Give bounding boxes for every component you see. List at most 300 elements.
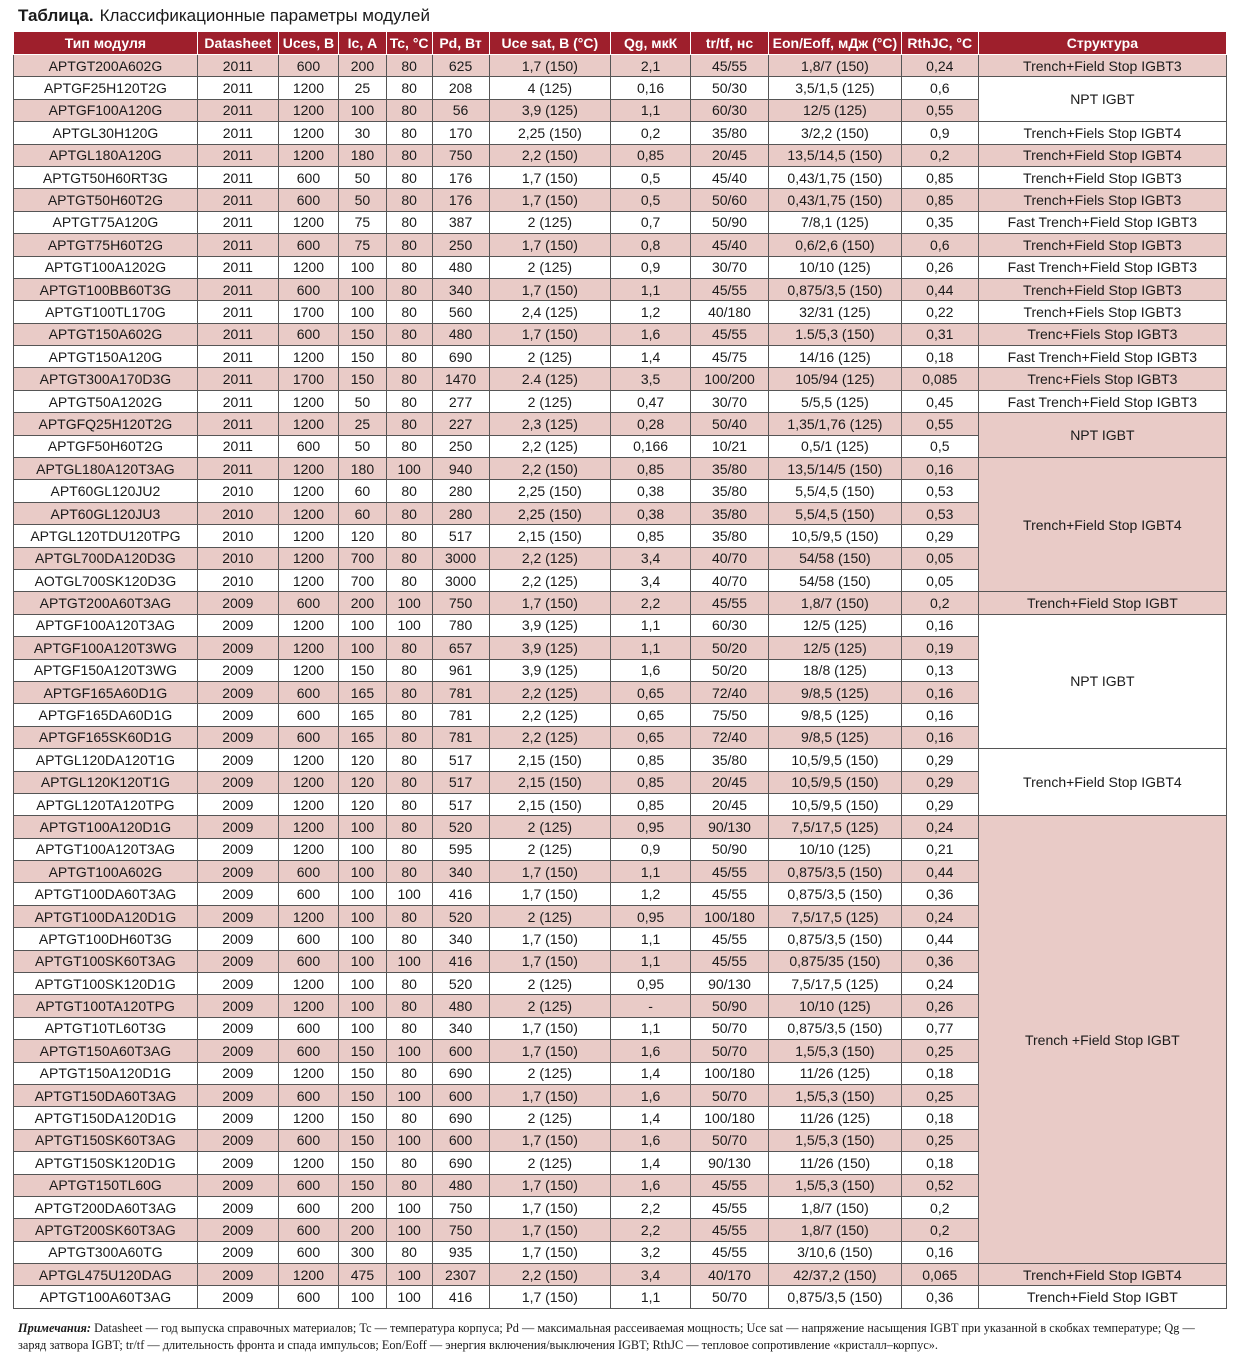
table-cell: 1,6 [611,659,691,681]
table-row [14,301,1227,323]
table-cell: 120 [339,771,387,793]
table-cell: 3,2 [611,1241,691,1263]
table-cell: 120 [339,793,387,815]
table-cell: 50/90 [691,995,769,1017]
table-cell: 750 [432,144,489,166]
structure-cell: Trench+Field Stop IGBT3 [978,234,1226,256]
table-cell: 100 [386,1219,432,1241]
table-cell: APTGT200SK60T3AG [14,1219,198,1241]
column-header: Eon/Eoff, мДж (°C) [768,32,901,55]
structure-cell: Fast Trench+Field Stop IGBT3 [978,346,1226,368]
table-cell: 250 [432,435,489,457]
table-cell: 75 [339,234,387,256]
table-cell: 1200 [278,1152,338,1174]
table-cell: 1,8/7 (150) [768,1219,901,1241]
table-cell: 2009 [197,1241,278,1263]
table-cell: 1,1 [611,1017,691,1039]
table-cell: APTGT150A120D1G [14,1062,198,1084]
table-cell: 2,2 (125) [489,547,611,569]
table-cell: 45/40 [691,166,769,188]
table-cell: 0,47 [611,390,691,412]
table-cell: 50/90 [691,211,769,233]
table-cell: APTGL120DA120T1G [14,749,198,771]
table-cell: 2,2 (150) [489,458,611,480]
table-cell: 1,7 (150) [489,861,611,883]
table-cell: 2011 [197,166,278,188]
table-cell: 80 [386,861,432,883]
table-cell: APTGFQ25H120T2G [14,413,198,435]
table-cell: 80 [386,1174,432,1196]
table-cell: 600 [278,726,338,748]
table-cell: 80 [386,928,432,950]
table-row [14,77,1227,99]
table-cell: 80 [386,413,432,435]
table-cell: 3,9 (125) [489,614,611,636]
table-cell: 0,7 [611,211,691,233]
table-cell: 100 [339,278,387,300]
table-cell: 600 [278,592,338,614]
table-caption [18,6,430,26]
table-cell: APTGL30H120G [14,122,198,144]
table-cell: 80 [386,480,432,502]
structure-cell: Trenc+Fiels Stop IGBT3 [978,368,1226,390]
table-cell: 100 [339,637,387,659]
table-cell: APTGT300A60TG [14,1241,198,1263]
table-cell: 80 [386,1152,432,1174]
table-cell: 120 [339,749,387,771]
table-row [14,458,1227,480]
table-cell: 600 [278,1241,338,1263]
table-cell: 1,4 [611,1107,691,1129]
table-cell: APTGT100A120T3AG [14,838,198,860]
table-cell: 2,15 (150) [489,525,611,547]
table-cell: 80 [386,905,432,927]
table-cell: 80 [386,793,432,815]
table-cell: 18/8 (125) [768,659,901,681]
table-cell: 1200 [278,480,338,502]
table-cell: 0,16 [901,1241,978,1263]
table-cell: 176 [432,189,489,211]
table-cell: 475 [339,1264,387,1286]
table-cell: APTGT75A120G [14,211,198,233]
table-cell: 80 [386,838,432,860]
table-cell: 2009 [197,861,278,883]
table-row [14,390,1227,412]
table-cell: APTGT100SK120D1G [14,973,198,995]
table-cell: 12/5 (125) [768,99,901,121]
table-cell: 1200 [278,995,338,1017]
table-cell: 75 [339,211,387,233]
table-cell: 0,2 [611,122,691,144]
table-cell: 3,4 [611,547,691,569]
table-cell: 56 [432,99,489,121]
table-cell: 600 [278,55,338,77]
table-cell: 0,38 [611,480,691,502]
table-body [14,55,1227,1309]
table-cell: 0,18 [901,1062,978,1084]
table-cell: 0,53 [901,480,978,502]
table-cell: 45/55 [691,278,769,300]
table-cell: 100/180 [691,905,769,927]
table-cell: 0,9 [611,838,691,860]
table-notes [18,1320,1223,1354]
table-cell: 10,5/9,5 (150) [768,749,901,771]
table-cell: 2,25 (150) [489,502,611,524]
table-cell: 80 [386,659,432,681]
table-cell: 105/94 (125) [768,368,901,390]
table-cell: 1,7 (150) [489,166,611,188]
table-cell: 1200 [278,346,338,368]
table-cell: 0,875/3,5 (150) [768,928,901,950]
table-cell: 7,5/17,5 (125) [768,905,901,927]
table-cell: 50/60 [691,189,769,211]
table-cell: 2,3 (125) [489,413,611,435]
table-cell: 100 [339,1017,387,1039]
table-cell: 600 [278,234,338,256]
table-row [14,144,1227,166]
table-cell: 2 (125) [489,995,611,1017]
table-cell: 200 [339,55,387,77]
table-cell: 72/40 [691,726,769,748]
table-cell: 0,21 [901,838,978,860]
table-cell: 2,2 (125) [489,726,611,748]
table-cell: 100/180 [691,1062,769,1084]
table-cell: 1200 [278,390,338,412]
table-cell: 3,5/1,5 (125) [768,77,901,99]
table-cell: 100 [339,838,387,860]
table-cell: 50/30 [691,77,769,99]
table-cell: 300 [339,1241,387,1263]
table-cell: APTGL700DA120D3G [14,547,198,569]
table-cell: 50/70 [691,1017,769,1039]
table-cell: 1200 [278,659,338,681]
table-cell: 0,6 [901,77,978,99]
table-cell: 0,55 [901,99,978,121]
structure-cell: Trenc+Fiels Stop IGBT3 [978,323,1226,345]
table-cell: AOTGL700SK120D3G [14,569,198,591]
table-cell: 150 [339,1084,387,1106]
table-cell: 2009 [197,1107,278,1129]
table-cell: 690 [432,1062,489,1084]
structure-cell: Trench+Field Stop IGBT4 [978,1264,1226,1286]
table-cell: 80 [386,189,432,211]
table-cell: 961 [432,659,489,681]
table-cell: 600 [278,435,338,457]
table-cell: 0,16 [901,726,978,748]
table-cell: 40/170 [691,1264,769,1286]
table-cell: APTGF50H60T2G [14,435,198,457]
table-cell: 2011 [197,435,278,457]
table-cell: 0,8 [611,234,691,256]
table-cell: 0,24 [901,973,978,995]
table-cell: 45/55 [691,592,769,614]
table-cell: 150 [339,659,387,681]
table-cell: 45/55 [691,1174,769,1196]
column-header: Pd, Вт [432,32,489,55]
table-cell: 690 [432,1152,489,1174]
table-cell: 11/26 (125) [768,1107,901,1129]
table-cell: 600 [432,1129,489,1151]
table-cell: APTGT100DA60T3AG [14,883,198,905]
table-cell: 560 [432,301,489,323]
table-cell: 0,18 [901,1152,978,1174]
table-cell: 416 [432,1286,489,1308]
table-cell: 10/21 [691,435,769,457]
column-header: tr/tf, нс [691,32,769,55]
table-cell: 100 [339,928,387,950]
table-cell: 2010 [197,502,278,524]
table-cell: 1200 [278,1107,338,1129]
table-cell: 0,85 [611,749,691,771]
table-cell: APTGF165A60D1G [14,681,198,703]
table-cell: 200 [339,1219,387,1241]
table-cell: 32/31 (125) [768,301,901,323]
table-cell: APTGT200A602G [14,55,198,77]
table-cell: 0,16 [901,681,978,703]
table-cell: 45/55 [691,55,769,77]
table-cell: 14/16 (125) [768,346,901,368]
table-cell: 2011 [197,346,278,368]
table-cell: 2011 [197,122,278,144]
table-cell: 277 [432,390,489,412]
table-cell: 80 [386,368,432,390]
table-cell: APTGT100TA120TPG [14,995,198,1017]
table-cell: 0,44 [901,861,978,883]
table-row [14,234,1227,256]
table-cell: 1200 [278,122,338,144]
table-cell: 120 [339,525,387,547]
table-cell: 2,25 (150) [489,122,611,144]
table-cell: 340 [432,1017,489,1039]
table-cell: APTGT150DA60T3AG [14,1084,198,1106]
table-cell: 80 [386,525,432,547]
table-cell: 80 [386,1062,432,1084]
table-cell: APTGT100A1202G [14,256,198,278]
table-cell: 2 (125) [489,1062,611,1084]
table-cell: 0,22 [901,301,978,323]
table-cell: 0,18 [901,346,978,368]
structure-cell: Trench+Field Stop IGBT4 [978,749,1226,816]
table-cell: 2 (125) [489,816,611,838]
table-cell: 1,7 (150) [489,1196,611,1218]
table-cell: 0,28 [611,413,691,435]
table-row [14,1286,1227,1308]
table-cell: 30 [339,122,387,144]
table-row [14,346,1227,368]
table-cell: 227 [432,413,489,435]
table-cell: 0,65 [611,726,691,748]
table-cell: 0,85 [611,458,691,480]
table-cell: 480 [432,1174,489,1196]
table-cell: 2009 [197,883,278,905]
table-cell: 0,875/3,5 (150) [768,883,901,905]
table-cell: 100 [386,1286,432,1308]
table-cell: 3,4 [611,1264,691,1286]
table-cell: 2009 [197,928,278,950]
table-cell: 1,6 [611,1129,691,1151]
table-cell: 2009 [197,1174,278,1196]
table-cell: 2011 [197,77,278,99]
table-cell: 940 [432,458,489,480]
table-cell: 0,36 [901,883,978,905]
table-cell: APTGT75H60T2G [14,234,198,256]
table-cell: 2009 [197,950,278,972]
table-cell: 100 [339,99,387,121]
table-cell: 45/55 [691,950,769,972]
column-header: Ic, А [339,32,387,55]
table-cell: 40/180 [691,301,769,323]
table-cell: 2009 [197,816,278,838]
table-cell: 2009 [197,838,278,860]
table-cell: 0,26 [901,995,978,1017]
table-cell: 2009 [197,659,278,681]
structure-cell: Fast Trench+Field Stop IGBT3 [978,256,1226,278]
table-cell: 80 [386,502,432,524]
table-cell: 2009 [197,1219,278,1241]
table-cell: 517 [432,525,489,547]
table-cell: 517 [432,793,489,815]
table-cell: 1,7 (150) [489,1040,611,1062]
table-cell: 10/10 (125) [768,838,901,860]
table-cell: 1,5/5,3 (150) [768,1040,901,1062]
column-header: Структура [978,32,1226,55]
table-cell: 1200 [278,525,338,547]
table-cell: 1,6 [611,1040,691,1062]
table-cell: 600 [278,1219,338,1241]
table-cell: 340 [432,928,489,950]
table-cell: 180 [339,144,387,166]
table-cell: 100 [339,905,387,927]
structure-cell: Trench+Field Stop IGBT [978,592,1226,614]
table-row [14,413,1227,435]
table-cell: 80 [386,278,432,300]
table-cell: 80 [386,301,432,323]
table-cell: 50/40 [691,413,769,435]
table-cell: 1,1 [611,278,691,300]
table-cell: 600 [278,189,338,211]
table-cell: 2009 [197,793,278,815]
table-cell: 0,05 [901,569,978,591]
table-cell: 1200 [278,211,338,233]
table-cell: 1,6 [611,1174,691,1196]
table-cell: 2011 [197,413,278,435]
table-cell: 690 [432,346,489,368]
table-cell: APTGT150DA120D1G [14,1107,198,1129]
table-cell: 935 [432,1241,489,1263]
table-cell: 5,5/4,5 (150) [768,480,901,502]
table-cell: 2009 [197,905,278,927]
table-cell: 100 [386,614,432,636]
table-cell: 170 [432,122,489,144]
table-cell: 2010 [197,547,278,569]
table-cell: 2010 [197,525,278,547]
table-cell: 200 [339,592,387,614]
column-header: Тип модуля [14,32,198,55]
table-cell: 80 [386,77,432,99]
table-cell: 1200 [278,973,338,995]
table-row [14,166,1227,188]
table-cell: APTGT50H60T2G [14,189,198,211]
table-cell: 1200 [278,458,338,480]
table-cell: 100 [386,950,432,972]
table-cell: 1,8/7 (150) [768,1196,901,1218]
table-cell: 1200 [278,77,338,99]
table-cell: APTGT150SK60T3AG [14,1129,198,1151]
table-cell: 0,16 [901,458,978,480]
table-cell: 7,5/17,5 (125) [768,973,901,995]
table-cell: 45/55 [691,1219,769,1241]
table-cell: 80 [386,346,432,368]
table-cell: APTGT150A120G [14,346,198,368]
table-cell: 20/45 [691,771,769,793]
table-cell: 2009 [197,1017,278,1039]
table-cell: 0,16 [901,614,978,636]
table-cell: 1,7 (150) [489,1219,611,1241]
table-cell: 80 [386,211,432,233]
table-cell: 1,5/5,3 (150) [768,1084,901,1106]
table-cell: 0,55 [901,413,978,435]
table-cell: 1200 [278,413,338,435]
table-cell: 80 [386,144,432,166]
table-cell: 0,65 [611,681,691,703]
table-cell: 595 [432,838,489,860]
table-cell: 750 [432,1219,489,1241]
table-cell: 600 [278,323,338,345]
table-cell: 10/10 (125) [768,256,901,278]
table-cell: 0,25 [901,1084,978,1106]
table-cell: 0,25 [901,1040,978,1062]
table-cell: 0,5 [611,189,691,211]
table-cell: 80 [386,390,432,412]
table-cell: 780 [432,614,489,636]
caption-text: Классификационные параметры модулей [99,6,430,25]
table-cell: 1,7 (150) [489,278,611,300]
caption-label: Таблица. [18,6,94,25]
table-cell: APTGT100BB60T3G [14,278,198,300]
table-cell: 54/58 (150) [768,547,901,569]
table-cell: 25 [339,413,387,435]
structure-cell: Trench +Field Stop IGBT [978,816,1226,1264]
table-cell: 1700 [278,301,338,323]
table-cell: 100 [339,256,387,278]
table-cell: 2011 [197,390,278,412]
table-cell: 0,77 [901,1017,978,1039]
table-cell: 2,2 (125) [489,704,611,726]
table-cell: APTGT10TL60T3G [14,1017,198,1039]
table-cell: 100 [386,592,432,614]
table-cell: 0,2 [901,1196,978,1218]
table-cell: 0,29 [901,749,978,771]
table-cell: 90/130 [691,816,769,838]
table-cell: 2,15 (150) [489,793,611,815]
table-cell: 600 [278,950,338,972]
table-cell: 1,7 (150) [489,234,611,256]
table-cell: 625 [432,55,489,77]
table-cell: 100 [339,973,387,995]
table-cell: 80 [386,323,432,345]
table-cell: 1,1 [611,637,691,659]
structure-cell: Trench+Fiels Stop IGBT4 [978,122,1226,144]
table-cell: 1200 [278,816,338,838]
table-cell: 2 (125) [489,256,611,278]
table-cell: 10,5/9,5 (150) [768,525,901,547]
table-cell: 600 [278,1174,338,1196]
table-cell: 2009 [197,1286,278,1308]
table-cell: 75/50 [691,704,769,726]
table-cell: 0,5 [901,435,978,457]
table-cell: 600 [278,166,338,188]
table-cell: 1200 [278,1264,338,1286]
